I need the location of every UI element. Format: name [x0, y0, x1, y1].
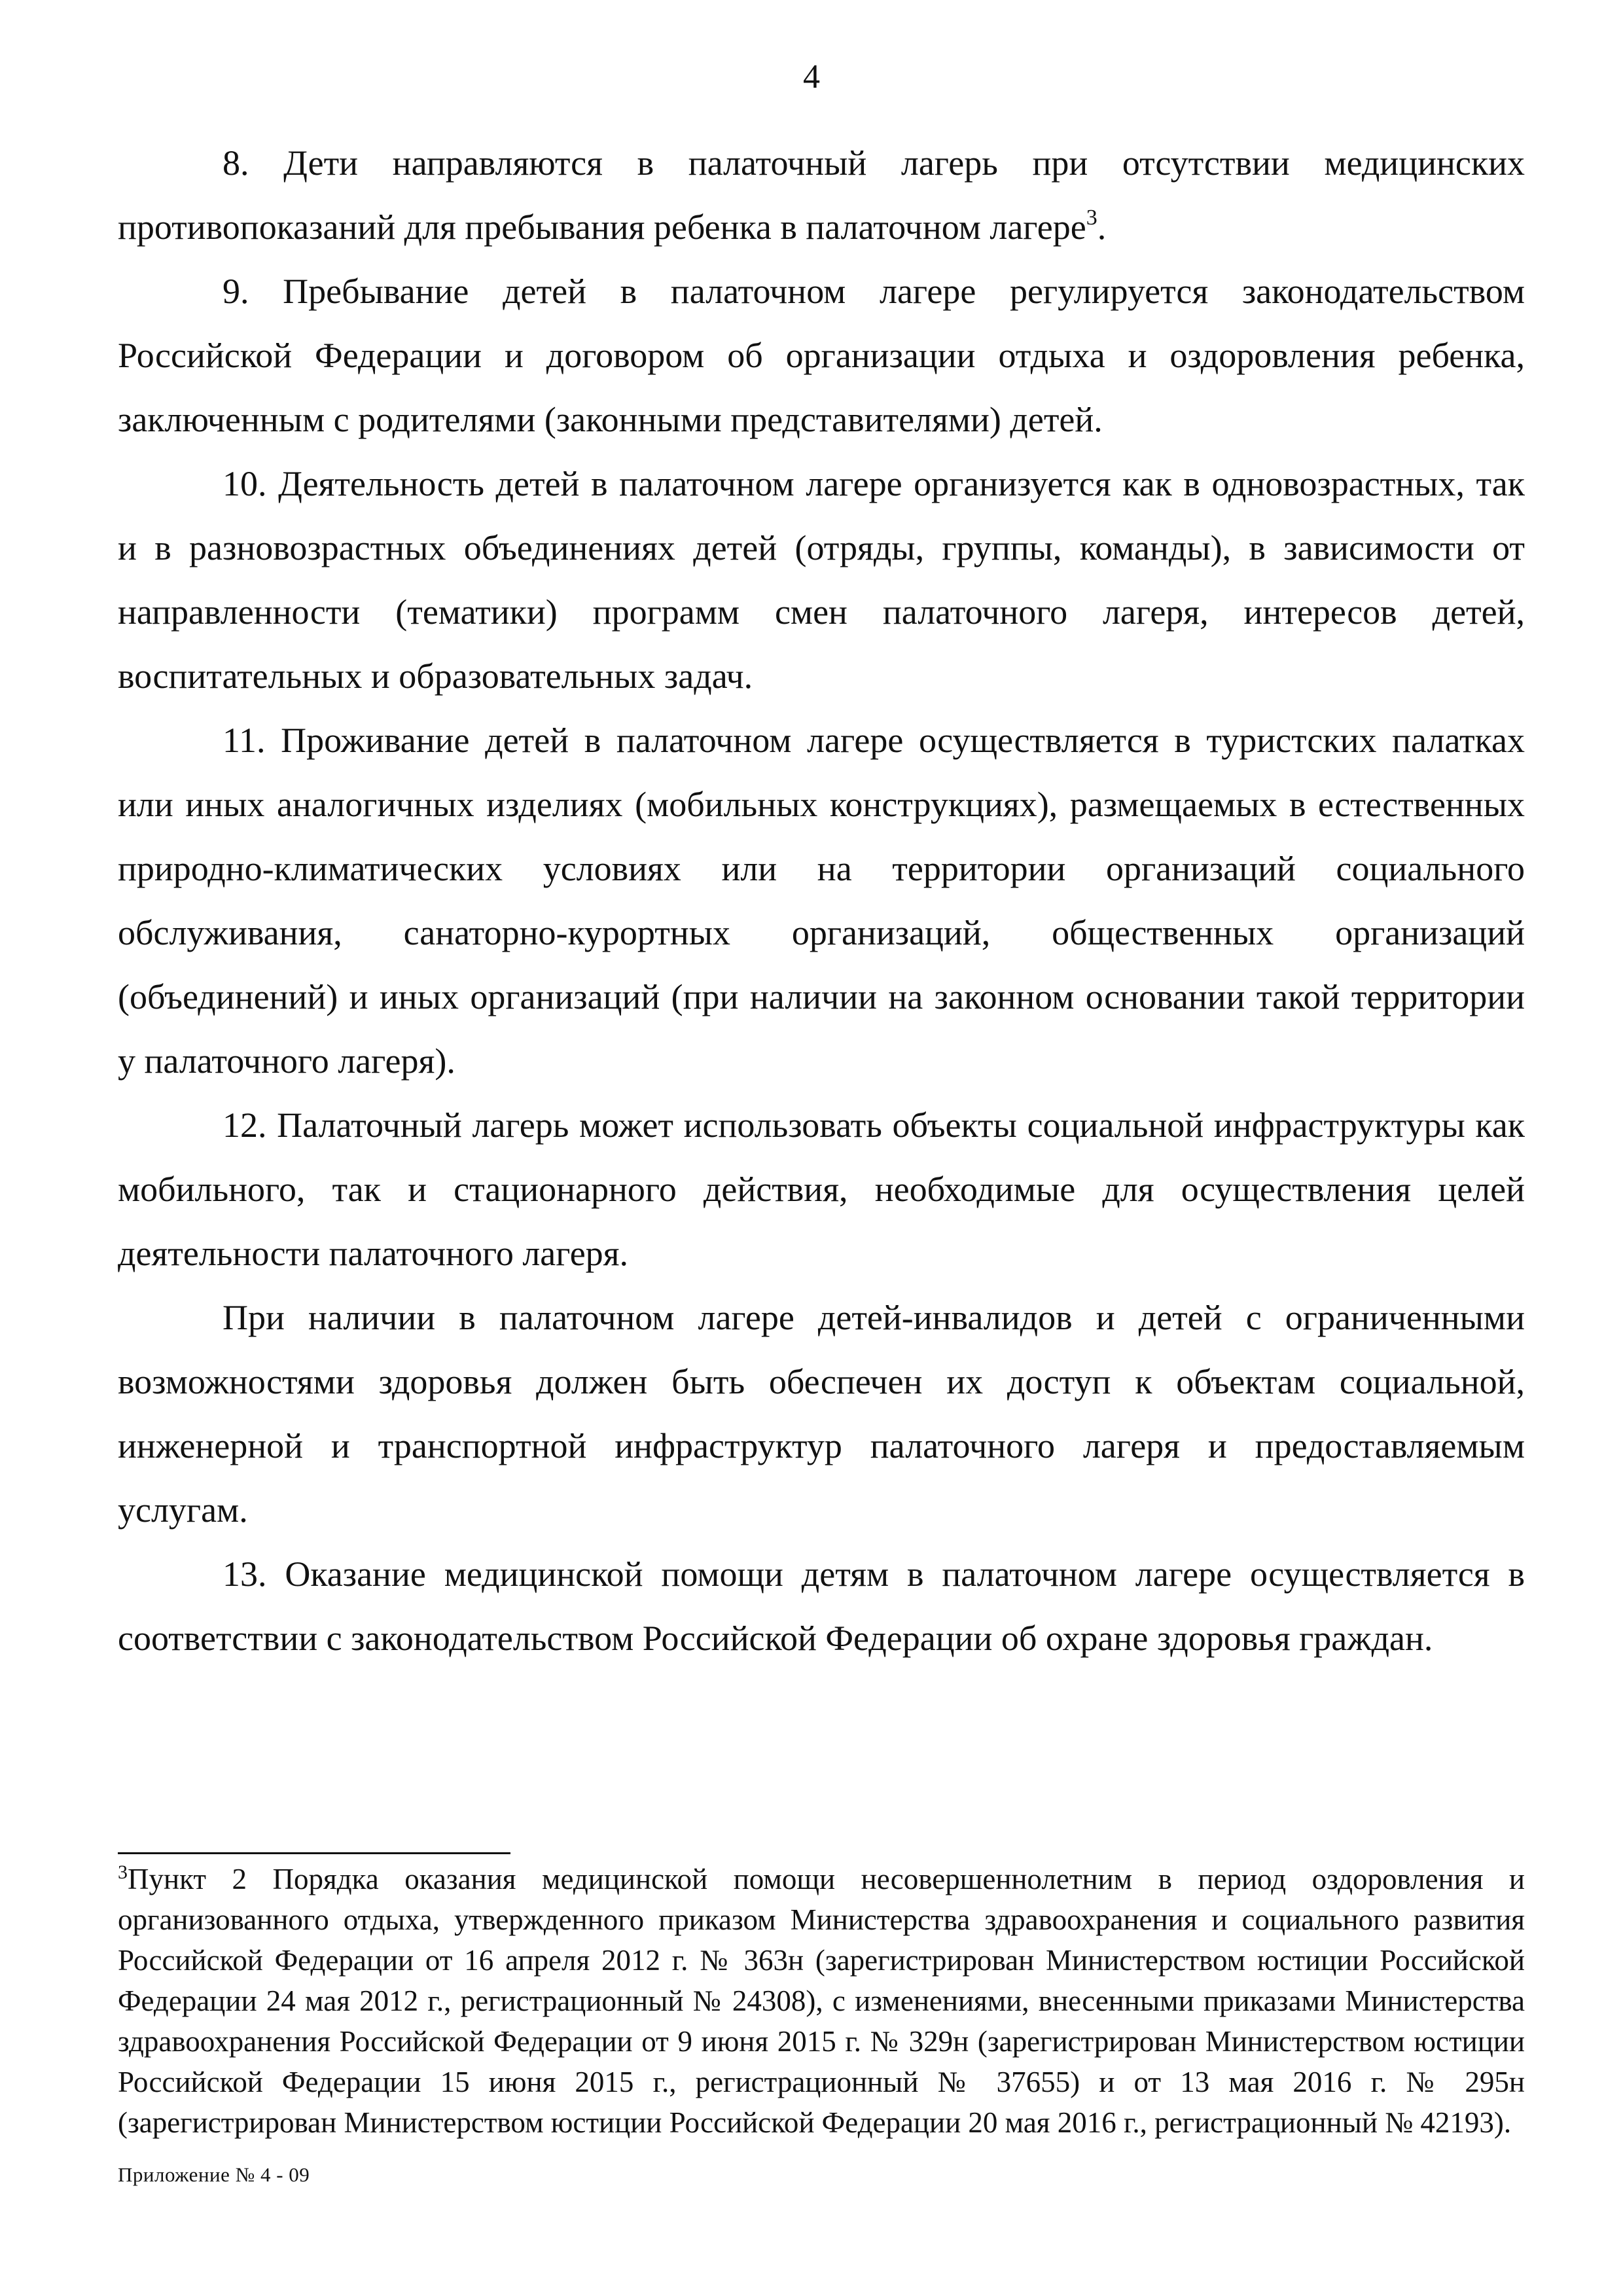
paragraph-10: 10. Деятельность детей в палаточном лагере организуется как в одновозрастных, так и в разновозрастных объединениях детей (отряды, группы, команды), в зависимости от направленности (тематики) программ смен палаточного лагеря, интересов детей, воспитательных и образовательных задач. [118, 464, 1525, 696]
document-body [118, 131, 1525, 1670]
paragraph-end-punctuation: . [1097, 207, 1107, 247]
paragraph-9: 9. Пребывание детей в палаточном лагере регулируется законодательством Российской Федерации и договором об организации отдыха и оздоровления ребенка, заключенным с родителями (законными представителями) детей. [118, 272, 1525, 439]
paragraph-8 [118, 131, 1525, 259]
footnote-marker: 3 [118, 1861, 128, 1883]
paragraph-text: 8. Дети направляются в палаточный лагерь при отсутствии медицинских противопоказаний для пребывания ребенка в палаточном лагере [118, 143, 1525, 247]
footnote [118, 1859, 1525, 2143]
page-number: 4 [803, 58, 820, 96]
paragraph-12-continued: При наличии в палаточном лагере детей-инвалидов и детей с ограниченными возможностями здоровья должен быть обеспечен их доступ к объектам социальной, инженерной и транспортной инфраструктур палаточного лагеря и предоставляемым услугам. [118, 1298, 1525, 1530]
footnote-divider [118, 1852, 510, 1854]
paragraph-12: 12. Палаточный лагерь может использовать объекты социальной инфраструктуры как мобильного, так и стационарного действия, необходимые для осуществления целей деятельности палаточного лагеря. [118, 1105, 1525, 1273]
paragraph-13: 13. Оказание медицинской помощи детям в палаточном лагере осуществляется в соответствии с законодательством Российской Федерации об охране здоровья граждан. [118, 1554, 1525, 1658]
footnote-reference[interactable]: 3 [1086, 206, 1097, 230]
paragraph-11: 11. Проживание детей в палаточном лагере осуществляется в туристских палатках или иных аналогичных изделиях (мобильных конструкциях), размещаемых в естественных природно-климатических условиях или на территории организаций социального обслуживания, санаторно-курортных организаций, общественных организаций (объединений) и иных организаций (при наличии на законном основании такой территории у палаточного лагеря). [118, 721, 1525, 1081]
footnote-text: Пункт 2 Порядка оказания медицинской помощи несовершеннолетним в период оздоровления и организованного отдыха, утвержденного приказом Министерства здравоохранения и социального развития Российской Федерации от 16 апреля 2012 г. № 363н (зарегистрирован Министерством юстиции Российской Федерации 24 мая 2012 г., регистрационный № 24308), с изменениями, внесенными приказами Министерства здравоохранения Российской Федерации от 9 июня 2015 г. № 329н (зарегистрирован Министерством юстиции Российской Федерации 15 июня 2015 г., регистрационный № 37655) и от 13 мая 2016 г. № 295н (зарегистрирован Министерством юстиции Российской Федерации 20 мая 2016 г., регистрационный № 42193). [118, 1863, 1525, 2139]
appendix-stamp: Приложение № 4 - 09 [118, 2163, 310, 2186]
